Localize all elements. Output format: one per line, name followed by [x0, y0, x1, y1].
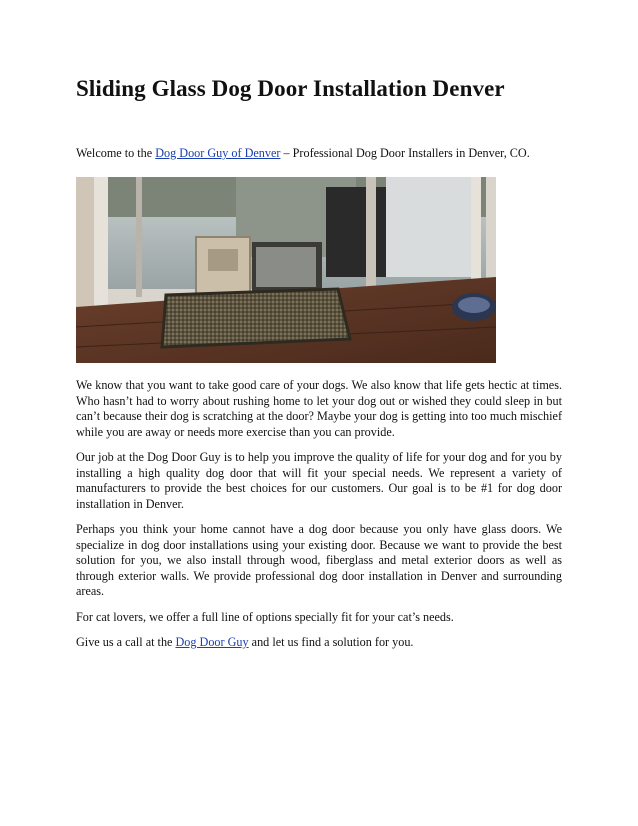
dog-door-guy-link[interactable]: Dog Door Guy: [175, 635, 249, 649]
intro-text-before: Welcome to the: [76, 146, 156, 160]
closing-paragraph: [76, 635, 562, 651]
dog-door-guy-denver-link[interactable]: Dog Door Guy of Denver: [155, 146, 281, 160]
closing-text-before: Give us a call at the: [76, 635, 176, 649]
closing-text-after: and let us find a solution for you.: [248, 635, 414, 649]
dog-door-photo-illustration: [76, 177, 496, 363]
body-text: [76, 378, 562, 661]
paragraph-care: We know that you want to take good care of your dogs. We also know that life gets hectic at times. Who hasn’t had to worry about rushing home to let your dog out or wished they could sleep in but can’t because their dog is scratching at the door? Maybe your dog is getting into too much mischief while you are away or needs more exercise than you can provide.: [76, 378, 562, 439]
dog-door-photo: [76, 177, 496, 363]
paragraph-glass-doors: Perhaps you think your home cannot have a dog door because you only have glass doors. We specialize in dog door installations using your existing door. Because we want to provide the best solution for you, we also install through wood, fiberglass and metal exterior doors as well as through exterior walls. We provide professional dog door installation in Denver and surrounding areas.: [76, 522, 562, 598]
paragraph-cat-lovers: For cat lovers, we offer a full line of options specially fit for your cat’s needs.: [76, 609, 454, 624]
paragraph-job: Our job at the Dog Door Guy is to help you improve the quality of life for your dog and for you by installing a high quality dog door that will fit your special needs. We represent a variety of manufacturers to provide the best choices for our customers. Our goal is to be #1 for dog door installation in Denver.: [76, 450, 562, 511]
page-title: Sliding Glass Dog Door Installation Denver: [76, 76, 505, 101]
intro-paragraph: [76, 146, 530, 161]
intro-text-after: – Professional Dog Door Installers in Denver, CO.: [280, 146, 530, 160]
